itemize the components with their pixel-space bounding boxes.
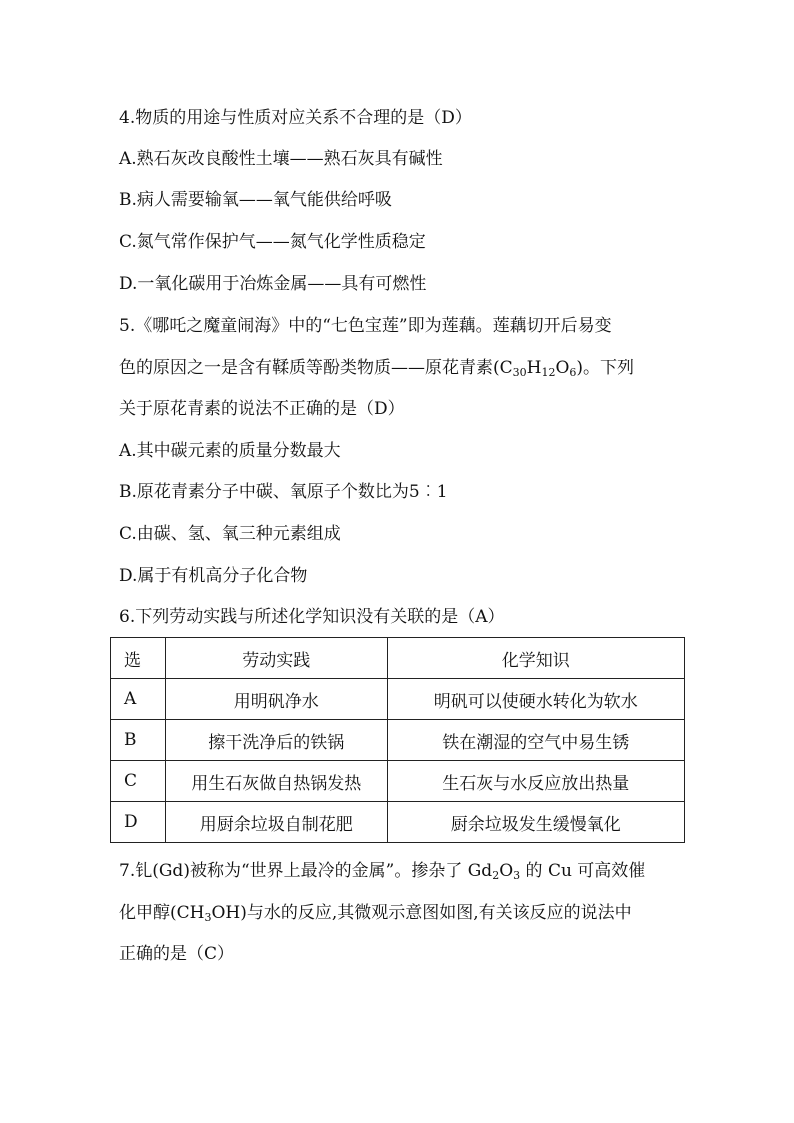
- q7-text-post: OH)与水的反应,其微观示意图如图,有关该反应的说法中: [211, 903, 632, 923]
- table-cell: 用生石灰做自热锅发热: [165, 761, 387, 802]
- table-row: [111, 761, 685, 802]
- table-cell: D: [111, 802, 166, 843]
- q7-text-post: 的 Cu 可高效催: [520, 861, 646, 881]
- q4-option-c: C.氮气常作保护气——氮气化学性质稳定: [119, 232, 426, 252]
- formula-sub: 3: [204, 911, 212, 924]
- table-cell: 用明矾净水: [165, 679, 387, 720]
- table-cell: 用厨余垃圾自制花肥: [165, 802, 387, 843]
- q7-text-pre: 7.钆(Gd)被称为“世界上最冷的金属”。掺杂了 Gd: [119, 861, 493, 881]
- q7-stem-line3: 正确的是（C）: [119, 944, 235, 964]
- formula-element: O: [499, 861, 514, 881]
- q5-stem-line1: 5.《哪吒之魔童闹海》中的“七色宝莲”即为莲藕。莲藕切开后易变: [119, 316, 612, 336]
- table-header-cell: 化学知识: [387, 638, 684, 679]
- formula-sub: 30: [512, 366, 527, 379]
- formula-element: O: [555, 358, 570, 378]
- formula-sub: 12: [541, 366, 556, 379]
- table-cell: A: [111, 679, 166, 720]
- q5-text-post: )。下列: [576, 358, 635, 378]
- q4-option-a: A.熟石灰改良酸性土壤——熟石灰具有碱性: [119, 149, 443, 169]
- formula-sub: 2: [492, 869, 500, 882]
- table-row: [111, 720, 685, 761]
- q6-table: [110, 637, 685, 843]
- table-cell: 生石灰与水反应放出热量: [387, 761, 684, 802]
- table-row: [111, 679, 685, 720]
- table-cell: 厨余垃圾发生缓慢氧化: [387, 802, 684, 843]
- q4-stem: 4.物质的用途与性质对应关系不合理的是（D）: [119, 108, 472, 128]
- q5-option-d: D.属于有机高分子化合物: [119, 566, 308, 586]
- q5-option-c: C.由碳、氢、氧三种元素组成: [119, 524, 341, 544]
- q4-option-d: D.一氧化碳用于冶炼金属——具有可燃性: [119, 274, 427, 294]
- formula-sub: 6: [569, 366, 577, 379]
- q5-option-b: B.原花青素分子中碳、氧原子个数比为5︰1: [119, 482, 448, 502]
- q6-stem: 6.下列劳动实践与所述化学知识没有关联的是（A）: [119, 607, 505, 627]
- table-header-row: [111, 638, 685, 679]
- formula-element: H: [526, 358, 542, 378]
- table-header-cell: 劳动实践: [165, 638, 387, 679]
- q5-stem-line2: [119, 357, 634, 379]
- table-row: [111, 802, 685, 843]
- table-cell: 明矾可以使硬水转化为软水: [387, 679, 684, 720]
- q5-stem-line3: 关于原花青素的说法不正确的是（D）: [119, 399, 405, 419]
- table-cell: C: [111, 761, 166, 802]
- q4-option-b: B.病人需要输氧——氧气能供给呼吸: [119, 190, 392, 210]
- q5-text-pre: 色的原因之一是含有鞣质等酚类物质——原花青素(C: [119, 358, 513, 378]
- table-cell: B: [111, 720, 166, 761]
- table-cell: 擦干洗净后的铁锅: [165, 720, 387, 761]
- q7-stem-line1: [119, 860, 645, 882]
- q7-text-pre: 化甲醇(CH: [119, 903, 205, 923]
- formula-sub: 3: [513, 869, 521, 882]
- table-cell: 铁在潮湿的空气中易生锈: [387, 720, 684, 761]
- q5-option-a: A.其中碳元素的质量分数最大: [119, 441, 341, 461]
- q7-stem-line2: [119, 902, 632, 924]
- table-header-cell: 选: [111, 638, 166, 679]
